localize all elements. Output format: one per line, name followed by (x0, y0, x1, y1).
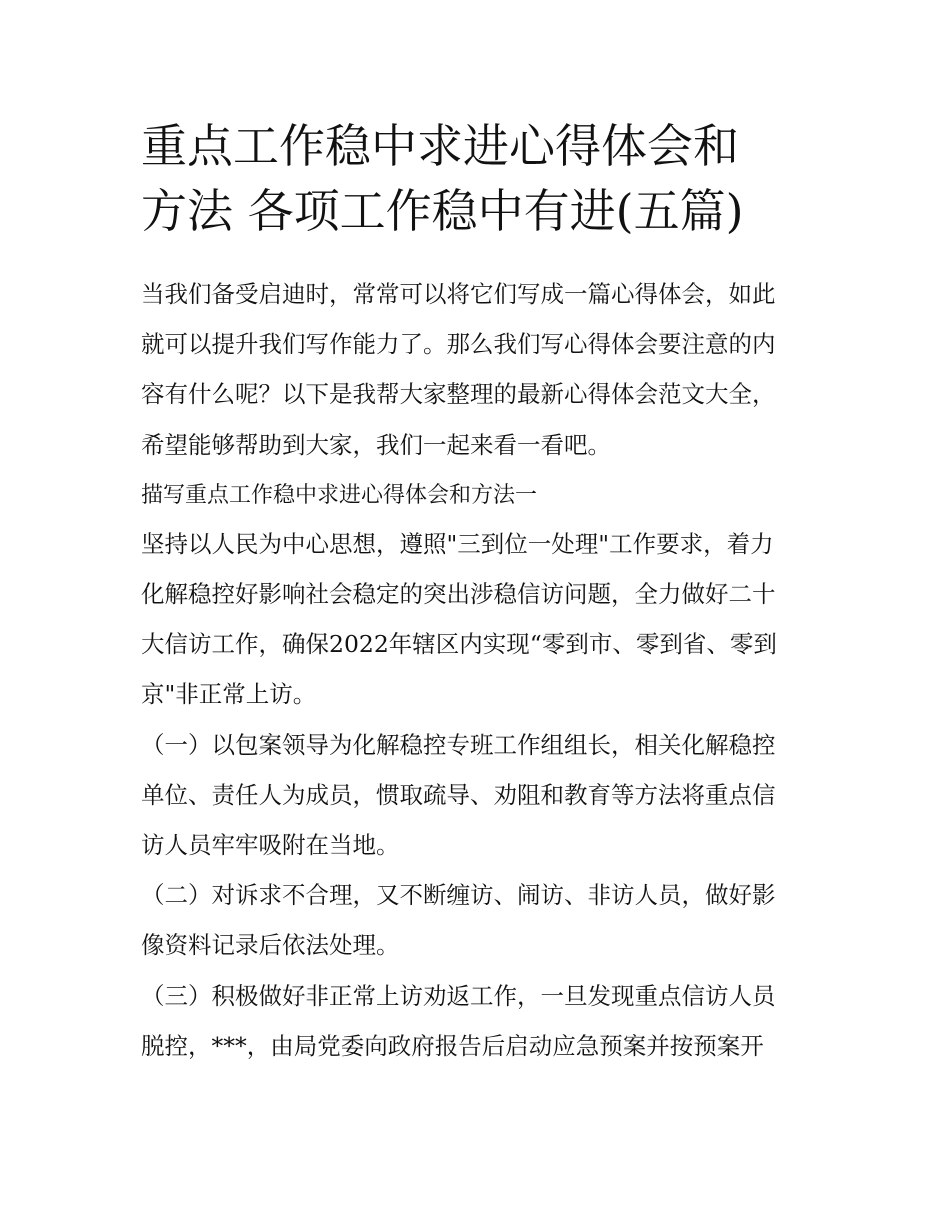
paragraph-line: （一）以包案领导为化解稳控专班工作组组长，相关化解稳控 (141, 730, 776, 759)
intro-line: 希望能够帮助到大家，我们一起来看一看吧。 (141, 430, 611, 459)
body-paragraph-1 (141, 519, 813, 720)
section-heading: 描写重点工作稳中求进心得体会和方法一 (141, 482, 538, 508)
intro-line: 容有什么呢？以下是我帮大家整理的最新心得体会范文大全， (141, 380, 776, 409)
paragraph-line: （二）对诉求不合理，又不断缠访、闹访、非访人员，做好影 (141, 881, 776, 910)
paragraph-line: （三）积极做好非正常上访劝返工作，一旦发现重点信访人员 (141, 981, 776, 1010)
intro-paragraph (141, 269, 813, 470)
paragraph-line: 京"非正常上访。 (141, 680, 317, 709)
body-paragraph-2 (141, 720, 813, 871)
document-body (141, 114, 813, 1071)
intro-line: 就可以提升我们写作能力了。那么我们写心得体会要注意的内 (141, 330, 776, 359)
paragraph-line: 访人员牢牢吸附在当地。 (141, 831, 400, 860)
title-line-2: 方法 各项工作稳中有进(五篇) (141, 184, 744, 238)
title-line-1: 重点工作稳中求进心得体会和 (141, 119, 739, 173)
paragraph-line: 像资料记录后依法处理。 (141, 931, 400, 960)
document-title (141, 114, 813, 244)
intro-line: 当我们备受启迪时，常常可以将它们写成一篇心得体会，如此 (141, 280, 776, 308)
paragraph-line: 脱控，***，由局党委向政府报告后启动应急预案并按预案开 (141, 1031, 764, 1060)
paragraph-line: 单位、责任人为成员，惯取疏导、劝阻和教育等方法将重点信 (141, 780, 776, 809)
body-paragraph-3 (141, 870, 813, 970)
paragraph-line: 坚持以人民为中心思想，遵照"三到位一处理"工作要求，着力 (141, 529, 774, 558)
paragraph-line: 化解稳控好影响社会稳定的突出涉稳信访问题，全力做好二十 (141, 580, 776, 609)
paragraph-line: 大信访工作，确保2022年辖区内实现“零到市、零到省、零到 (141, 630, 777, 659)
body-paragraph-4 (141, 971, 813, 1071)
